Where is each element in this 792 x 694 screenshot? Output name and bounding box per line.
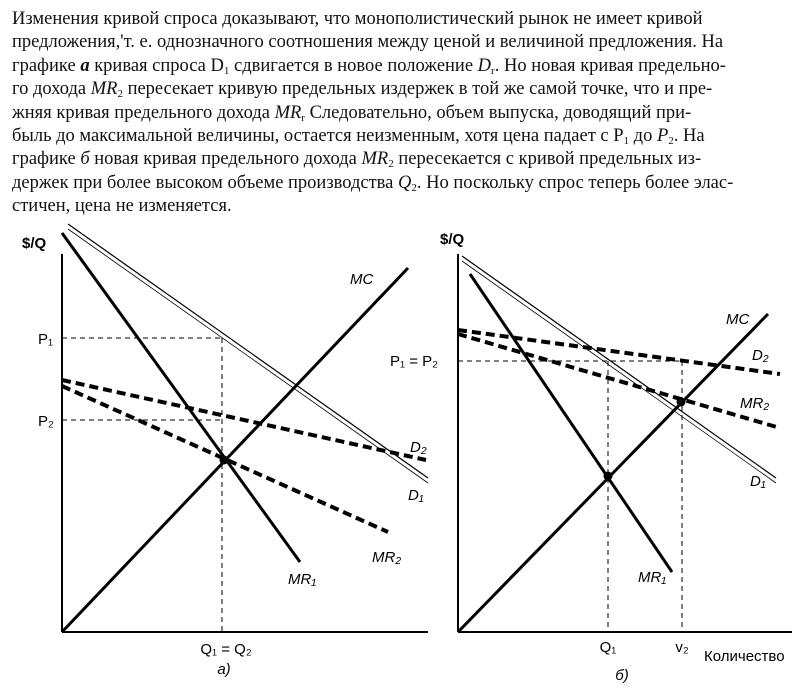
subscript-text: 2 (117, 88, 123, 101)
italic-text: MR (361, 149, 389, 170)
text-run: . Но новая кривая предельно- (494, 55, 726, 76)
text-run: . Но поскольку спрос теперь более элас- (416, 172, 734, 193)
chart-a-mr1-curve (62, 233, 300, 562)
italic-text: Q (398, 172, 412, 193)
text-run: Изменения кривой спроса доказывают, что монополистический рынок не имеет кривой (12, 9, 703, 29)
chart-a-d1-label: D₁ (408, 487, 424, 504)
italic-text: а (80, 55, 90, 76)
text-run: пересекается с кривой предельных из- (393, 149, 702, 170)
chart-b-caption: б) (615, 667, 629, 684)
text-run: новая кривая предельного дохода (89, 149, 362, 170)
text-run: сдвигается в новое положение (229, 55, 478, 76)
chart-a-d2-label: D₂ (410, 439, 427, 456)
text-run: кривая спроса D (89, 55, 224, 76)
italic-text: б (80, 149, 90, 170)
italic-text: D (477, 55, 492, 76)
chart-a-intersection-point (220, 456, 229, 465)
chart-a-mc-label: MC (350, 271, 374, 288)
chart-b-mc-label: MC (726, 311, 750, 328)
subscript-text: r (491, 64, 495, 77)
chart-b-mr2-label: MR₂ (740, 395, 770, 412)
text-run: быль до максимальной величины, остается неизменным, хотя цена падает с Р (12, 125, 624, 146)
text-run: стичен, цена не изменяется. (12, 196, 232, 217)
chart-b-x-axis-label: Количество (704, 648, 785, 665)
chart-b-mr1-label: MR₁ (638, 569, 667, 586)
chart-b-d2-label: D₂ (752, 347, 769, 364)
subscript-text: 2 (388, 158, 394, 171)
chart-a-y-axis-label: $/Q (22, 235, 47, 252)
text-run: графике (12, 55, 81, 76)
text-run: . На (673, 125, 705, 146)
chart-b-q1-label: Q₁ (599, 639, 617, 656)
text-run: го дохода (12, 79, 91, 100)
chart-a-mr1-label: MR₁ (288, 571, 317, 588)
chart-a-mr2-label: MR₂ (372, 549, 402, 566)
italic-text: MR (90, 79, 118, 100)
chart-a-d1-curve (68, 224, 428, 478)
chart-a-p1-label: P₁ (38, 331, 54, 348)
chart-b-mr1-curve (470, 274, 672, 572)
chart-b-price-label: P₁ = P₂ (390, 353, 438, 370)
chart-a (22, 224, 428, 678)
chart-b-mr2-curve (458, 334, 780, 428)
text-run: Следовательно, объем выпуска, доводящий при- (304, 102, 692, 123)
subscript-text: 1 (623, 134, 630, 147)
chart-b-mc-curve (458, 314, 768, 632)
text-run: пересекает кривую предельных издержек в той же самой точке, что и пре- (122, 79, 713, 100)
chart-a-mc-curve (62, 268, 408, 632)
chart-b-intersection-q2 (677, 398, 686, 407)
chart-a-p2-label: P₂ (38, 413, 54, 430)
chart-a-x-tick-label: Q₁ = Q₂ (200, 641, 252, 658)
italic-text: MR (274, 102, 302, 123)
chart-a-caption: а) (217, 661, 231, 678)
chart-b (390, 231, 792, 684)
chart-b-v2-label: v₂ (675, 639, 689, 656)
text-run: графике (12, 149, 81, 170)
text-run: жняя кривая предельного дохода (12, 102, 275, 123)
italic-text: P (656, 125, 669, 146)
chart-b-d1-label: D₁ (750, 473, 766, 490)
subscript-text: 1 (223, 64, 230, 77)
text-run: держек при более высоком объеме производства (12, 172, 399, 193)
text-run: предложения,'т. е. однозначного соотношения между ценой и величиной предложения. На (12, 32, 724, 53)
subscript-text: r (301, 111, 305, 124)
chart-b-intersection-q1 (604, 472, 613, 481)
subscript-text: 2 (411, 181, 417, 194)
subscript-text: 2 (668, 134, 674, 147)
text-run: до (629, 125, 657, 146)
chart-b-y-axis-label: $/Q (440, 231, 465, 248)
